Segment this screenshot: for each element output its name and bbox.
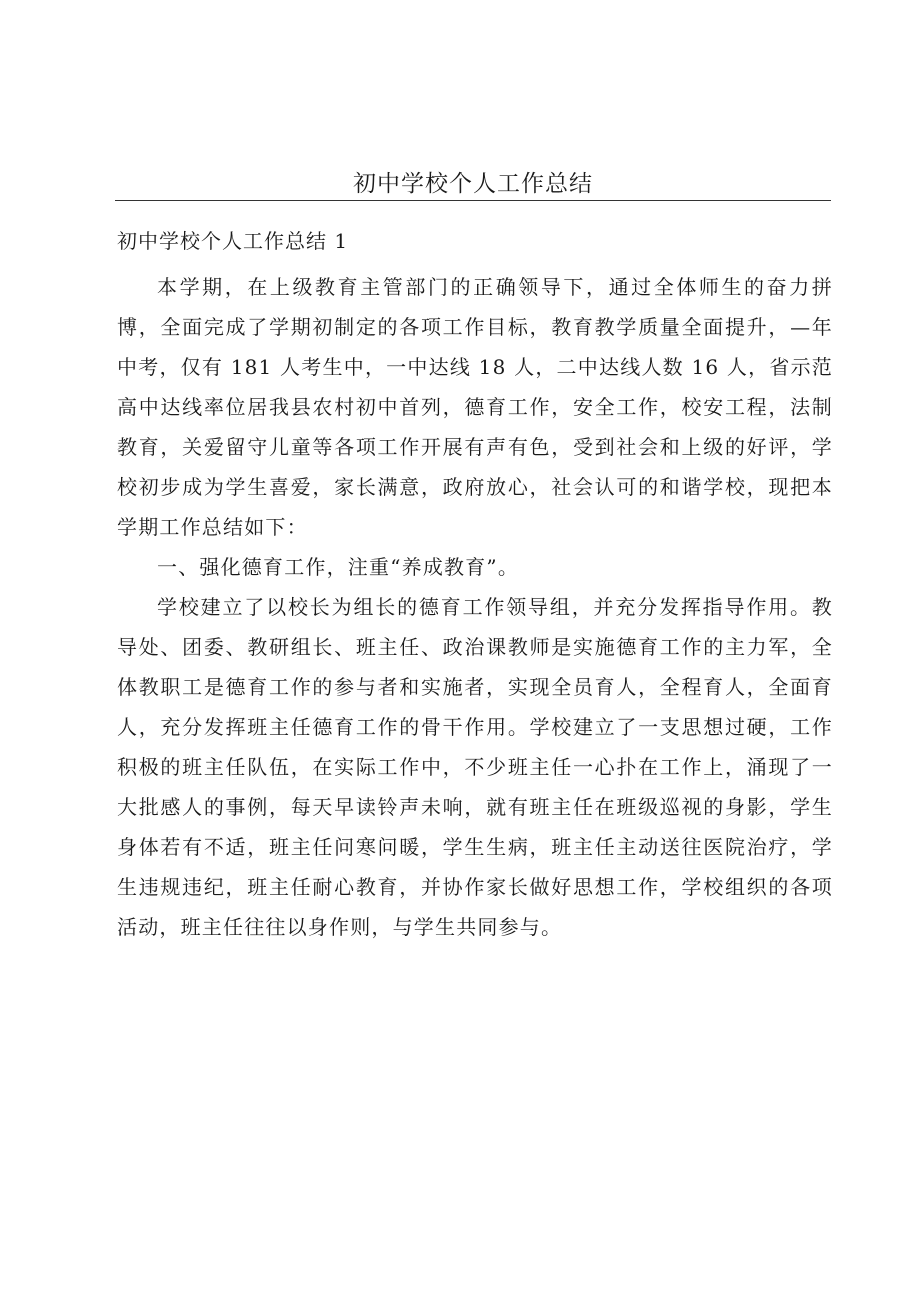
document-body xyxy=(117,267,833,947)
intro-paragraph: 本学期，在上级教育主管部门的正确领导下，通过全体师生的奋力拼博，全面完成了学期初制定的各项工作目标，教育教学质量全面提升，—年中考，仅有 181 人考生中，一中达线 18 人，二中达线人数 16 人，省示范高中达线率位居我县农村初中首列，德育工作，安全工作，校安工程，法制教育，关爱留守儿童等各项工作开展有声有色，受到社会和上级的好评，学校初步成为学生喜爱，家长满意，政府放心，社会认可的和谐学校，现把本学期工作总结如下： xyxy=(117,275,833,539)
section-heading: 一、强化德育工作，注重“养成教育”。 xyxy=(157,555,520,579)
document-title: 初中学校个人工作总结 xyxy=(353,171,593,197)
moral-education-paragraph: 学校建立了以校长为组长的德育工作领导组，并充分发挥指导作用。教导处、团委、教研组长、班主任、政治课教师是实施德育工作的主力军，全体教职工是德育工作的参与者和实施者，实现全员育人，全程育人，全面育人，充分发挥班主任德育工作的骨干作用。学校建立了一支思想过硬，工作积极的班主任队伍，在实际工作中，不少班主任一心扑在工作上，涌现了一大批感人的事例，每天早读铃声未响，就有班主任在班级巡视的身影，学生身体若有不适，班主任问寒问暖，学生生病，班主任主动送往医院治疗，学生违规违纪，班主任耐心教育，并协作家长做好思想工作，学校组织的各项活动，班主任往往以身作则，与学生共同参与。 xyxy=(117,595,833,939)
title-underline xyxy=(115,200,831,201)
section-subtitle: 初中学校个人工作总结 1 xyxy=(117,229,349,253)
